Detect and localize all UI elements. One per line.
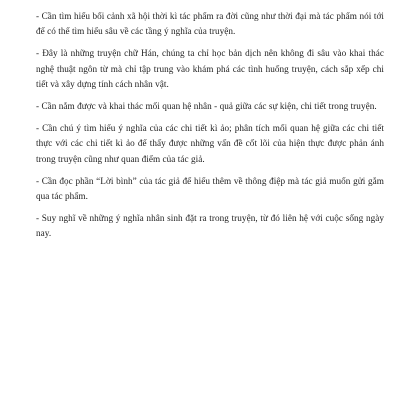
paragraph-fantastic-details: - Cần chú ý tìm hiểu ý nghĩa của các chi tiết kì ảo; phân tích mối quan hệ giữa các chi tiết thực với các chi tiết kì ảo để thấy được những vấn đề cốt lõi của hiện thực được phản ánh trong truyện cũng như quan điểm của tác giả. (36, 123, 384, 164)
paragraph-cause-effect: - Cần nắm được và khai thác mối quan hệ nhân - quả giữa các sự kiện, chi tiết trong truyện. (36, 101, 377, 112)
paragraph-author-commentary: - Cần đọc phần “Lời bình” của tác giả để hiểu thêm về thông điệp mà tác giả muốn gửi gắm qua tác phẩm. (36, 175, 384, 202)
paragraph-translation: - Đây là những truyện chữ Hán, chúng ta chỉ học bản dịch nên không đi sâu vào khai thác nghệ thuật ngôn từ mà chỉ tập trung vào khám phá các tình huống truyện, cách sắp xếp chi tiết và xây dựng tính cách nhân vật. (36, 48, 384, 89)
paragraph-life-reflection: - Suy nghĩ về những ý nghĩa nhân sinh đặt ra trong truyện, từ đó liên hệ với cuộc sống ngày nay. (36, 213, 384, 239)
paragraph-context: - Cần tìm hiểu bối cảnh xã hội thời kì tác phẩm ra đời cũng như thời đại mà tác phẩm nói tới để có thể tìm hiểu sâu về các tầng ý nghĩa của truyện. (36, 11, 384, 37)
